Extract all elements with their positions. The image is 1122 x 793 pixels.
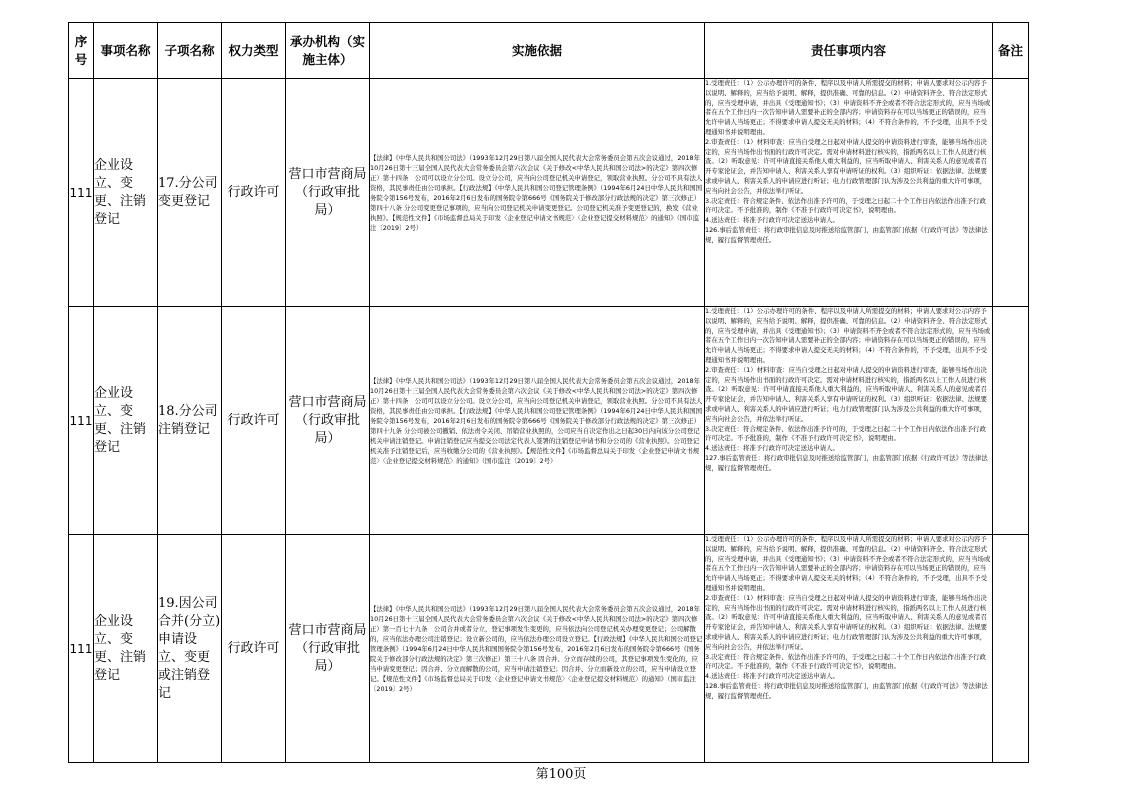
cell-seq: 111	[69, 307, 94, 535]
header-power-type: 权力类型	[222, 23, 286, 79]
responsibility-text: 1.受理责任：（1）公示办理许可的条件、程序以及申请人所需提交的材料；申请人要求对公示内容予以说明、解释的，应当给予说明、解释，提供准确、可靠的信息。（2）申请资料齐全、符合法定形式的，应当受理申请，并出具《受理通知书》；（3）申请资料不齐全或者不符合法定形式的，应当当场或者在五个工作日内一次告知申请人需要补正的全部内容；申请资料存在可以当场更正的错误的，应当允许申请人当场更正；不得要求申请人提交无关的材料；（4）不符合条件的，不予受理，出具不予受理通知书并说明理由。 2.审查责任：（1）材料审查：应当自受理之日起对申请人提交的申请资料进行审查，能够当场作出决定的，应当当场作出书面的行政许可决定。需对申请材料进行核实的，指派两名以上工作人员进行核查。（2）听取意见：许可申请直接关系他人重大利益的，应当听取申请人、利害关系人的意见或者召开专家论证会，并告知申请人、利害关系人享有申请听证的权利。（3）组织听证：依据法律、法规要求或申请人、利害关系人的申请应进行听证；电力行政管理部门认为涉及公共利益的重大许可事项，应当向社会公告，并依法举行听证。 3.决定责任：符合规定条件、依法作出准予许可的，于受理之日起二十个工作日内依法作出准予行政许可决定。不予批准的，制作《不准予行政许可决定书》，说明理由。 4.送达责任：将准予行政许可决定送达申请人。 127.事后监管责任：将行政审批信息及时推送给监管部门，由监管部门依据《行政许可法》等法律法规，履行监督管理责任。	[705, 307, 991, 472]
header-seq: 序号	[69, 23, 94, 79]
cell-seq: 111	[69, 79, 94, 307]
basis-text: 【法律】《中华人民共和国公司法》（1993年12月29日第八届全国人民代表大会常务委员会第五次会议通过，2018年10月26日第十三届全国人民代表大会常务委员会第六次会议《关于修改<中华人民共和国公司法>的决定》第四次修正）第一百七十九条 公司合并或者分立，登记事项发生变更的，应当依法向公司登记机关办理变更登记；公司解散的，应当依法办理公司注销登记；设立新公司的，应当依法办理公司设立登记。【行政法规】《中华人民共和国公司登记管理条例》（1994年6月24日中华人民共和国国务院令第156号发布，2016年2月6日发布的国务院令第666号《国务院关于修改部分行政法规的决定》第三次修正）第三十八条 因合并、分立而存续的公司，其登记事项发生变化的，应当申请变更登记；因合并、分立而解散的公司，应当申请注销登记；因合并、分立而新设立的公司，应当申请设立登记。【规范性文件】《市场监督总局关于印发〈企业登记申请文书规范〉〈企业登记提交材料规范〉的通知》（国市监注〔2019〕2号）	[370, 604, 703, 693]
cell-item-name: 企业设立、变更、注销登记	[94, 307, 158, 535]
cell-seq: 111	[69, 535, 94, 763]
header-remark: 备注	[993, 23, 1029, 79]
cell-item-name: 企业设立、变更、注销登记	[94, 79, 158, 307]
page-number: 第100页	[535, 767, 587, 782]
table-row	[69, 79, 1029, 307]
header-sub-item-name: 子项名称	[158, 23, 222, 79]
cell-sub-item-name: 19.因公司合并(分立)申请设立、变更或注销登记	[158, 535, 222, 763]
cell-power-type: 行政许可	[222, 535, 286, 763]
cell-power-type: 行政许可	[222, 79, 286, 307]
cell-sub-item-name: 17.分公司变更登记	[158, 79, 222, 307]
cell-responsibility	[705, 307, 993, 535]
cell-remark	[993, 535, 1029, 763]
cell-basis	[370, 307, 705, 535]
cell-agency: 营口市营商局（行政审批局）	[286, 535, 370, 763]
cell-basis	[370, 79, 705, 307]
basis-text: 【法律】《中华人民共和国公司法》（1993年12月29日第八届全国人民代表大会常务委员会第五次会议通过，2018年10月26日第十三届全国人民代表大会常务委员会第六次会议《关于修改<中华人民共和国公司法>的决定》第四次修正）第十四条 公司可以设立分公司。设立分公司，应当向公司登记机关申请登记，领取营业执照。分公司不具有法人资格，其民事责任由公司承担。【行政法规】《中华人民共和国公司登记管理条例》（1994年6月24日中华人民共和国国务院令第156号发布，2016年2月6日发布的国务院令第666号《国务院关于修改部分行政法规的决定》第三次修正）第四十八条 分公司变更登记事项的，应当向公司登记机关申请变更登记。公司登记机关准予变更登记的，换发《营业执照》。【规范性文件】《市场监督总局关于印发〈企业登记申请文书规范〉〈企业登记提交材料规范〉的通知》（国市监注〔2019〕2号）	[370, 153, 703, 232]
cell-responsibility	[705, 79, 993, 307]
table-row	[69, 307, 1029, 535]
cell-sub-item-name: 18.分公司注销登记	[158, 307, 222, 535]
responsibility-text: 1.受理责任：（1）公示办理许可的条件、程序以及申请人所需提交的材料；申请人要求对公示内容予以说明、解释的，应当给予说明、解释，提供准确、可靠的信息。（2）申请资料齐全、符合法定形式的，应当受理申请，并出具《受理通知书》；（3）申请资料不齐全或者不符合法定形式的，应当当场或者在五个工作日内一次告知申请人需要补正的全部内容；申请资料存在可以当场更正的错误的，应当允许申请人当场更正；不得要求申请人提交无关的材料；（4）不符合条件的，不予受理，出具不予受理通知书并说明理由。 2.审查责任：（1）材料审查：应当自受理之日起对申请人提交的申请资料进行审查，能够当场作出决定的，应当当场作出书面的行政许可决定。需对申请材料进行核实的，指派两名以上工作人员进行核查。（2）听取意见：许可申请直接关系他人重大利益的，应当听取申请人、利害关系人的意见或者召开专家论证会，并告知申请人、利害关系人享有申请听证的权利。（3）组织听证：依据法律、法规要求或申请人、利害关系人的申请应进行听证；电力行政管理部门认为涉及公共利益的重大许可事项，应当向社会公告，并依法举行听证。 3.决定责任：符合规定条件、依法作出准予许可的，于受理之日起二十个工作日内依法作出准予行政许可决定。不予批准的，制作《不准予行政许可决定书》，说明理由。 4.送达责任：将准予行政许可决定送达申请人。 126.事后监管责任：将行政审批信息及时推送给监管部门，由监管部门依据《行政许可法》等法律法规，履行监督管理责任。	[705, 79, 991, 244]
responsibility-text: 1.受理责任：（1）公示办理许可的条件、程序以及申请人所需提交的材料；申请人要求对公示内容予以说明、解释的，应当给予说明、解释，提供准确、可靠的信息。（2）申请资料齐全、符合法定形式的，应当受理申请，并出具《受理通知书》；（3）申请资料不齐全或者不符合法定形式的，应当当场或者在五个工作日内一次告知申请人需要补正的全部内容；申请资料存在可以当场更正的错误的，应当允许申请人当场更正；不得要求申请人提交无关的材料；（4）不符合条件的，不予受理，出具不予受理通知书并说明理由。 2.审查责任：（1）材料审查：应当自受理之日起对申请人提交的申请资料进行审查，能够当场作出决定的，应当当场作出书面的行政许可决定。需对申请材料进行核实的，指派两名以上工作人员进行核查。（2）听取意见：许可申请直接关系他人重大利益的，应当听取申请人、利害关系人的意见或者召开专家论证会，并告知申请人、利害关系人享有申请听证的权利。（3）组织听证：依据法律、法规要求或申请人、利害关系人的申请应进行听证；电力行政管理部门认为涉及公共利益的重大许可事项，应当向社会公告，并依法举行听证。 3.决定责任：符合规定条件、依法作出准予许可的，于受理之日起二十个工作日内依法作出准予行政许可决定。不予批准的，制作《不准予行政许可决定书》，说明理由。 4.送达责任：将准予行政许可决定送达申请人。 128.事后监管责任：将行政审批信息及时推送给监管部门，由监管部门依据《行政许可法》等法律法规，履行监督管理责任。	[705, 535, 991, 700]
table-row	[69, 535, 1029, 763]
cell-agency: 营口市营商局（行政审批局）	[286, 79, 370, 307]
cell-power-type: 行政许可	[222, 307, 286, 535]
header-responsibility: 责任事项内容	[705, 23, 993, 79]
cell-remark	[993, 79, 1029, 307]
power-list-table	[68, 22, 1029, 763]
header-basis: 实施依据	[370, 23, 705, 79]
cell-agency: 营口市营商局（行政审批局）	[286, 307, 370, 535]
cell-responsibility	[705, 535, 993, 763]
cell-remark	[993, 307, 1029, 535]
cell-item-name: 企业设立、变更、注销登记	[94, 535, 158, 763]
header-item-name: 事项名称	[94, 23, 158, 79]
basis-text: 【法律】《中华人民共和国公司法》（1993年12月29日第八届全国人民代表大会常务委员会第五次会议通过，2018年10月26日第十三届全国人民代表大会常务委员会第六次会议《关于修改<中华人民共和国公司法>的决定》第四次修正）第十四条 公司可以设立分公司。设立分公司，应当向公司登记机关申请登记，领取营业执照。分公司不具有法人资格，其民事责任由公司承担。【行政法规】《中华人民共和国公司登记管理条例》（1994年6月24日中华人民共和国国务院令第156号发布，2016年2月6日发布的国务院令第666号《国务院关于修改部分行政法规的决定》第三次修正）第四十九条 分公司被公司撤销、依法责令关闭、吊销营业执照的，公司应当自决定作出之日起30日内向该分公司登记机关申请注销登记。申请注销登记应当提交公司法定代表人签署的注销登记申请书和分公司的《营业执照》。公司登记机关准予注销登记后，应当收缴分公司的《营业执照》。【规范性文件】《市场监督总局关于印发〈企业登记申请文书规范〉〈企业登记提交材料规范〉的通知》（国市监注〔2019〕2号）	[370, 376, 703, 465]
cell-basis	[370, 535, 705, 763]
header-row	[69, 23, 1029, 79]
header-agency: 承办机构（实施主体）	[286, 23, 370, 79]
